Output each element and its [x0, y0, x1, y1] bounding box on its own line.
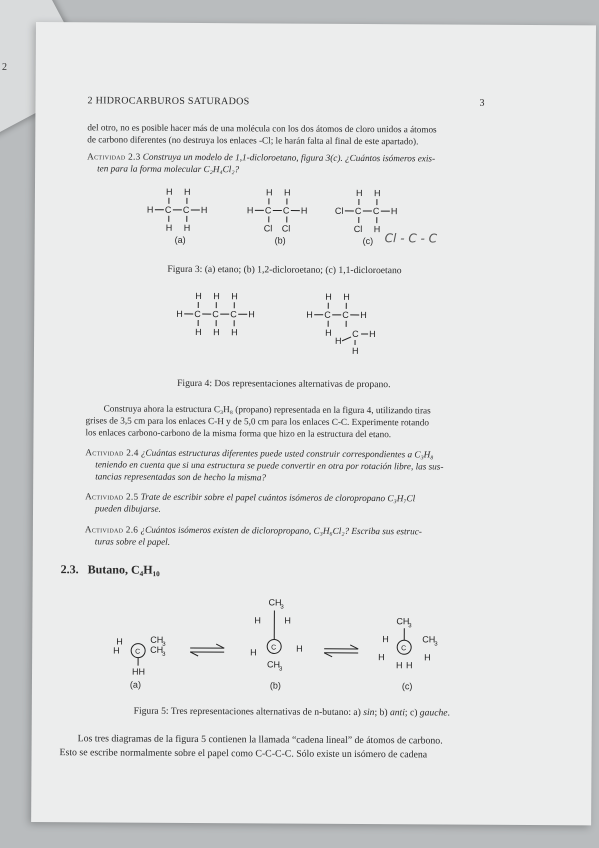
- intro-line-2: de carbono diferentes (no destruya los enlaces -Cl; le harán falta al final de este apartado).: [87, 134, 419, 147]
- svg-text:CH: CH: [422, 634, 436, 645]
- svg-text:H: H: [195, 290, 202, 302]
- caption-sep-1: ; b): [374, 707, 390, 719]
- svg-text:C: C: [324, 309, 331, 320]
- svg-text:Cl: Cl: [281, 223, 291, 234]
- activity-text-1: Construya un modelo de 1,1-dicloroetano, figura 3(c). ¿Cuántos isómeros exis-: [142, 151, 436, 164]
- svg-text:H: H: [254, 615, 261, 626]
- figure-4-caption: Figura 4: Dos representaciones alternativas de propano.: [177, 377, 391, 391]
- body2-line-2: Esto se escribe normalmente sobre el papel como C-C-C-C. Sólo existe un isómero de cadena: [59, 746, 428, 760]
- figure-3-caption: Figura 3: (a) etano; (b) 1,2-dicloroetano; (c) 1,1-dicloroetano: [167, 263, 402, 277]
- activity-2-6: [85, 523, 485, 550]
- svg-text:H: H: [213, 327, 220, 338]
- svg-text:C: C: [342, 309, 349, 320]
- caption-anti: anti: [389, 707, 405, 719]
- svg-text:C: C: [212, 309, 219, 320]
- svg-text:H: H: [351, 345, 359, 356]
- svg-text:C: [342, 310, 349, 320]
- activity-text-3: tancias representadas son de hecho la misma?: [95, 471, 267, 483]
- svg-text:H: H: [296, 643, 303, 654]
- fig3-label-b: (b): [274, 235, 286, 246]
- svg-text:3: 3: [408, 623, 412, 630]
- svg-text:H: [213, 327, 220, 337]
- activity-text-2: ten para la forma molecular C₂H₄Cl₂?: [97, 163, 240, 175]
- figure-5-structures: [92, 592, 473, 692]
- svg-text:HH: HH: [132, 666, 146, 677]
- svg-text:H: H: [165, 186, 173, 197]
- fig5-label-c: (c): [401, 681, 413, 692]
- activity-label: Actividad 2.3: [87, 151, 141, 162]
- handwritten-note: Cl - C - C: [384, 231, 438, 246]
- butane-anti-structure: [250, 597, 303, 672]
- activity-label: Actividad 2.4: [85, 447, 139, 458]
- running-header: 2 HIDROCARBUROS SATURADOS: [87, 95, 250, 108]
- svg-text:H: [195, 327, 202, 337]
- svg-text:H: H: [355, 187, 363, 198]
- svg-text:H: H: [424, 652, 431, 663]
- activity-text-2: teniendo en cuenta que si una estructura se puede convertir en otra por rotación libre, las sus-: [95, 459, 444, 472]
- caption-text: Figura 5: Tres representaciones alternativas de n-butano: a): [133, 705, 364, 719]
- svg-text:H: H: [250, 647, 257, 658]
- svg-text:H: H: [325, 327, 332, 338]
- svg-text:Cl: Cl: [263, 223, 273, 234]
- svg-text:H: H: [231, 327, 238, 338]
- svg-text:H: H: [325, 291, 332, 302]
- svg-text:H: [343, 292, 350, 302]
- svg-text:C: C: [230, 309, 237, 320]
- butane-gauche-structure: [378, 616, 438, 670]
- body-paragraph-1: [85, 402, 485, 441]
- svg-text:H: H: [116, 636, 123, 647]
- activity-text-1: ¿Cuántos isómeros existen de dicloropropano, C₃H₆Cl₂? Escriba sus estruc-: [140, 524, 422, 537]
- svg-text:H: H: [390, 206, 398, 217]
- activity-text-2: turas sobre el papel.: [94, 536, 171, 548]
- svg-text:H: H: [335, 335, 342, 346]
- svg-text:H: H: [373, 224, 381, 235]
- propane-bent-structure: [306, 292, 376, 356]
- caption-sin: sin: [363, 707, 375, 719]
- svg-text:H: H: [183, 186, 191, 197]
- svg-text:CH: CH: [396, 616, 410, 627]
- section-heading: [61, 562, 160, 578]
- svg-text:3: 3: [162, 651, 166, 658]
- svg-text:H: H: [382, 634, 389, 645]
- svg-text:H: H: [373, 188, 381, 199]
- activity-2-5: [85, 490, 485, 517]
- svg-text:H: [306, 310, 313, 320]
- svg-text:Cl: Cl: [334, 205, 344, 216]
- equilibrium-arrow-2-icon: [324, 645, 358, 657]
- svg-text:H: H: [306, 309, 313, 320]
- svg-text:H: H: [406, 660, 413, 671]
- page-number: 3: [479, 97, 485, 109]
- fig3-label-c: (c): [362, 235, 374, 247]
- svg-text:H: H: [146, 204, 154, 215]
- svg-text:H: H: [248, 309, 255, 320]
- svg-text:CH: CH: [150, 644, 164, 655]
- svg-text:H: H: [195, 326, 202, 338]
- activity-text-1: ¿Cuántas estructuras diferentes puede usted construir correspondientes a C₃H₈: [140, 447, 434, 460]
- activity-text-2: pueden dibujarse.: [94, 503, 161, 514]
- svg-text:C: [324, 310, 331, 320]
- svg-text:3: 3: [279, 666, 283, 673]
- svg-text:C: C: [164, 204, 172, 215]
- svg-text:C: [352, 329, 359, 339]
- svg-text:H: H: [343, 291, 350, 302]
- svg-text:C: C: [354, 205, 362, 216]
- activity-label: Actividad 2.5: [85, 491, 139, 502]
- caption-gauche: gauche: [419, 707, 448, 719]
- previous-page-mark: 2: [2, 62, 7, 73]
- body2-line-1: Los tres diagramas de la figura 5 contienen la llamada “cadena lineal” de átomos de carbono.: [77, 733, 443, 747]
- svg-text:H: H: [284, 615, 291, 626]
- svg-text:H: [231, 327, 238, 337]
- svg-text:C: C: [401, 645, 407, 653]
- svg-text:Cl: Cl: [353, 223, 363, 234]
- body1-line-1: Construya ahora la estructura C₃H₈ (propano) representada en la figura 4, utilizando tiras: [103, 403, 431, 416]
- document-page: [31, 22, 596, 825]
- svg-text:3: 3: [162, 641, 166, 648]
- svg-text:C: C: [352, 328, 359, 339]
- equilibrium-arrow-1-icon: [190, 644, 224, 656]
- figure-4-structures: [174, 287, 434, 369]
- section-number: 2.3.: [60, 562, 79, 577]
- svg-text:CH: CH: [267, 659, 281, 670]
- caption-end: .: [447, 707, 450, 719]
- svg-text:H: [325, 292, 332, 302]
- dichloroethane-11-structure: [335, 188, 398, 234]
- svg-text:CH: CH: [150, 634, 164, 645]
- svg-text:H: H: [213, 291, 220, 302]
- ethane-structure: [146, 186, 238, 338]
- body1-line-3: los enlaces carbono-carbono de la misma forma que hizo en la estructura del etano.: [85, 427, 392, 440]
- svg-text:H: H: [378, 652, 385, 663]
- svg-text:H: H: [113, 645, 120, 656]
- svg-text:H: [360, 310, 367, 320]
- section-title: Butano, C₄H₁₀: [87, 562, 160, 577]
- activity-label: Actividad 2.6: [84, 524, 139, 535]
- fig3-label-a: (a): [174, 234, 186, 245]
- svg-text:C: C: [372, 206, 380, 217]
- fig5-label-a: (a): [129, 679, 141, 690]
- svg-text:H: H: [369, 329, 376, 340]
- propane-linear-structure: [176, 290, 359, 339]
- svg-text:H: H: [396, 660, 403, 671]
- svg-text:3: 3: [280, 604, 284, 611]
- svg-text:CH: CH: [268, 597, 282, 608]
- fig5-label-b: (b): [269, 680, 281, 691]
- activity-2-4: [85, 446, 485, 485]
- figure-5-caption: [32, 705, 552, 719]
- svg-text:H: [325, 328, 332, 338]
- butane-sin-structure: [113, 634, 166, 676]
- svg-text:C: C: [135, 648, 141, 656]
- body1-line-2: grises de 3,5 cm para los enlaces C-H y de 5,0 cm para los enlaces C-C. Experimente rotando: [85, 415, 429, 428]
- svg-text:H: H: [360, 309, 367, 321]
- activity-text-1: Trate de escribir sobre el papel cuántos isómeros de cloropropano C₃H₇Cl: [140, 491, 416, 504]
- activity-2-3: [87, 150, 487, 177]
- body-paragraph-2: [59, 732, 509, 762]
- caption-sep-2: ; c): [404, 707, 420, 719]
- svg-text:C: C: [182, 204, 190, 215]
- intro-paragraph: [87, 121, 487, 148]
- svg-text:H: H: [231, 291, 238, 302]
- svg-text:3: 3: [434, 641, 438, 648]
- svg-text:C: C: [271, 644, 277, 652]
- intro-line-1: del otro, no es posible hacer más de una molécula con los dos átomos de cloro unidos a átomos: [87, 122, 437, 135]
